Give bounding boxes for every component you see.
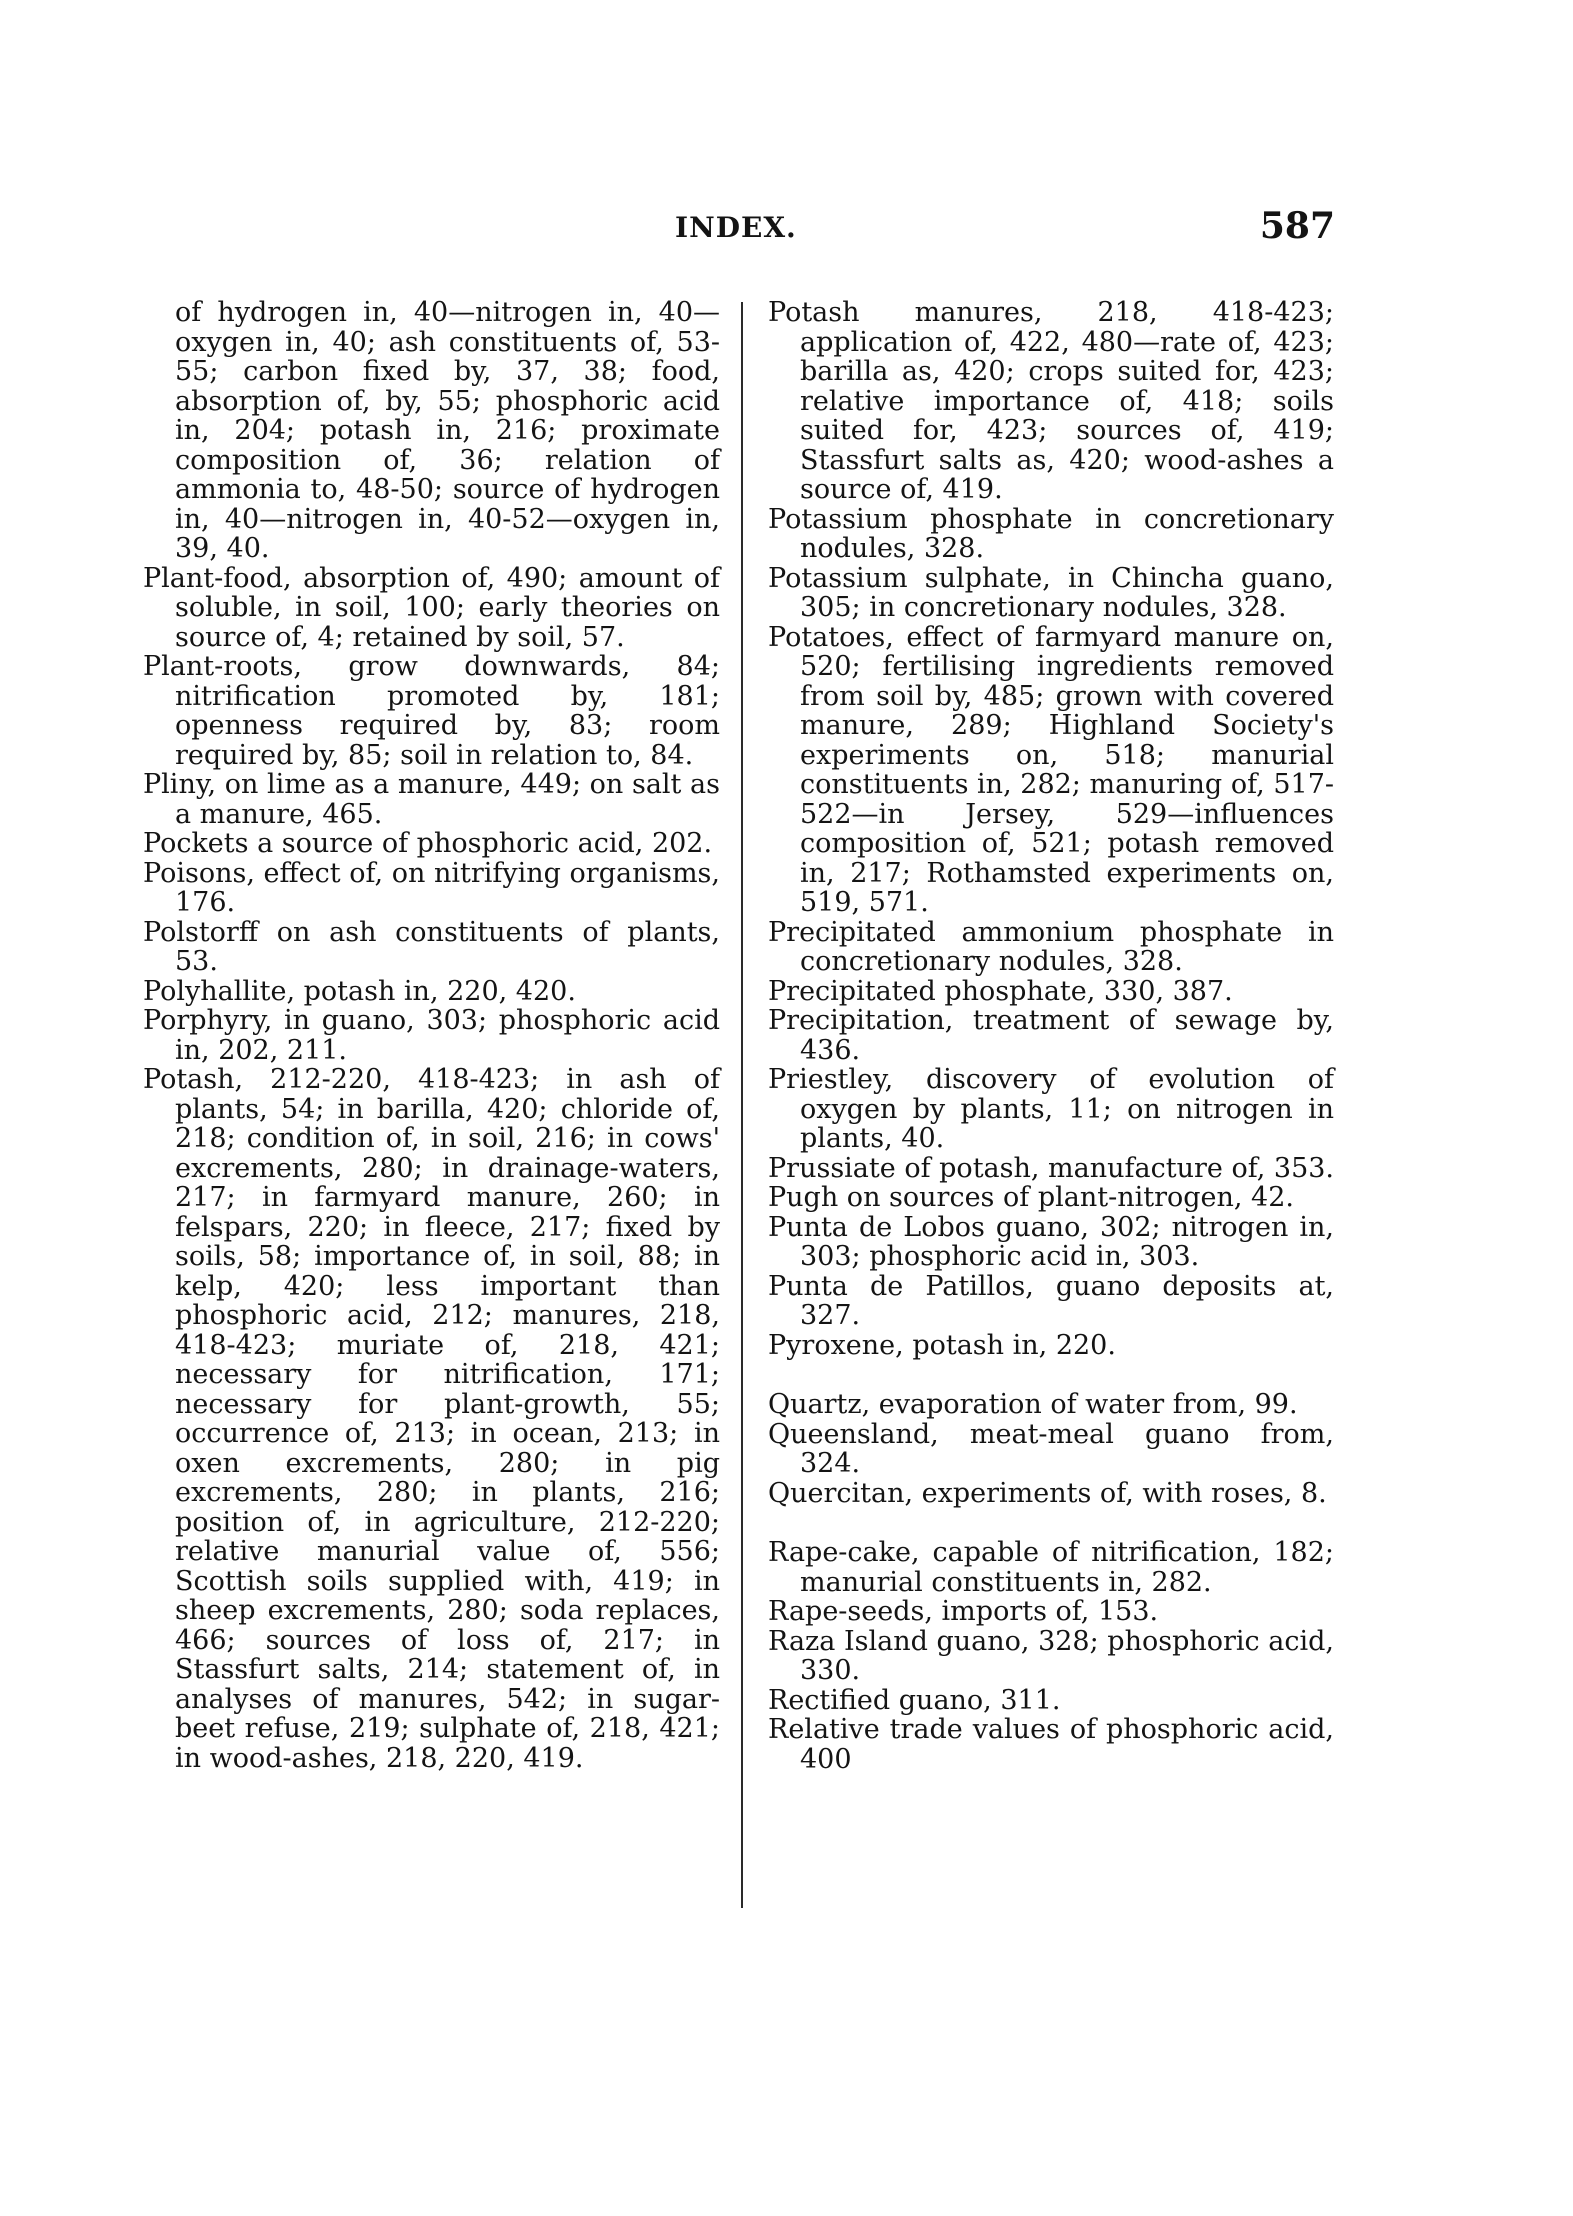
index-entry: Raza Island guano, 328; phosphoric acid, 330. [768,1625,1334,1686]
index-column-right [768,298,1334,1774]
index-entry: Polyhallite, potash in, 220, 420. [143,975,576,1007]
index-column-left [143,298,720,1773]
index-entry: Plant-food, absorption of, 490; amount of soluble, in soil, 100; early theories on source of, 4; retained by soil, 57. [143,562,720,653]
index-entry: Potatoes, effect of farmyard manure on, 520; fertilising ingredients removed from soil by, 485; grown with covered manure, 289; Highland Society's experiments on, 518; manurial constituents in, 282; manuring of, 517-522—in Jersey, 529—influences composition of, 521; potash removed in, 217; Rothamsted experiments on, 519, 571. [768,621,1334,918]
index-entry: Potash, 212-220, 418-423; in ash of plants, 54; in barilla, 420; chloride of, 218; condition of, in soil, 216; in cows' excrements, 280; in drainage-waters, 217; in farmyard manure, 260; in felspars, 220; in fleece, 217; fixed by soils, 58; importance of, in soil, 88; in kelp, 420; less important than phosphoric acid, 212; manures, 218, 418-423; muriate of, 218, 421; necessary for nitrification, 171; necessary for plant-growth, 55; occurrence of, 213; in ocean, 213; in oxen excrements, 280; in pig excrements, 280; in plants, 216; position of, in agriculture, 212-220; relative manurial value of, 556; Scottish soils supplied with, 419; in sheep excrements, 280; soda replaces, 466; sources of loss of, 217; in Stassfurt salts, 214; statement of, in analyses of manures, 542; in sugar-beet refuse, 219; sulphate of, 218, 421; in wood-ashes, 218, 220, 419. [143,1064,720,1774]
index-entry: Pockets a source of phosphoric acid, 202. [143,828,713,859]
index-entry: Porphyry, in guano, 303; phosphoric acid in, 202, 211. [143,1005,720,1066]
running-title: INDEX. [675,211,797,244]
index-entry: Precipitation, treatment of sewage by, 436. [768,1005,1334,1066]
index-entry: of hydrogen in, 40—nitrogen in, 40—oxygen in, 40; ash constituents of, 53-55; carbon fixed by, 37, 38; food, absorption of, by, 55; phosphoric acid in, 204; potash in, 216; proximate composition of, 36; relation of ammonia to, 48-50; source of hydrogen in, 40—nitrogen in, 40-52—oxygen in, 39, 40. [175,297,720,564]
index-entry: Plant-roots, grow downwards, 84; nitrification promoted by, 181; openness required by, 83; room required by, 85; soil in relation to, 84. [143,651,720,771]
index-entry: Pliny, on lime as a manure, 449; on salt as a manure, 465. [143,769,720,830]
index-entry: Rape-cake, capable of nitrification, 182; manurial constituents in, 282. [768,1537,1334,1598]
index-entry: Potassium phosphate in concretionary nodules, 328. [768,503,1334,564]
index-entry: Priestley, discovery of evolution of oxygen by plants, 11; on nitrogen in plants, 40. [768,1064,1334,1154]
index-entry: Rape-seeds, imports of, 153. [768,1596,1159,1627]
index-entry: Precipitated ammonium phosphate in concretionary nodules, 328. [768,916,1334,977]
index-entry: Prussiate of potash, manufacture of, 353. [768,1152,1335,1184]
page-number: 587 [1259,205,1335,247]
page-header [140,205,1335,261]
index-entry: Punta de Lobos guano, 302; nitrogen in, 303; phosphoric acid in, 303. [768,1211,1334,1272]
column-divider [741,302,743,1908]
index-entry: Precipitated phosphate, 330, 387. [768,975,1233,1007]
index-entry: Punta de Patillos, guano deposits at, 327. [768,1270,1334,1331]
index-entry: Quercitan, experiments of, with roses, 8. [768,1477,1327,1509]
index-entry: Quartz, evaporation of water from, 99. [768,1389,1298,1420]
index-entry: Pugh on sources of plant-nitrogen, 42. [768,1182,1294,1213]
index-entry: Potassium sulphate, in Chincha guano, 305; in concretionary nodules, 328. [768,562,1334,623]
index-entry: Polstorff on ash constituents of plants, 53. [143,916,720,977]
index-entry: Rectified guano, 311. [768,1684,1061,1716]
index-entry: Poisons, effect of, on nitrifying organisms, 176. [143,857,720,918]
index-entry: Potash manures, 218, 418-423; application of, 422, 480—rate of, 423; barilla as, 420; crops suited for, 423; relative importance of, 418; soils suited for, 423; sources of, 419; Stassfurt salts as, 420; wood-ashes a source of, 419. [768,297,1334,505]
index-entry: Queensland, meat-meal guano from, 324. [768,1418,1334,1479]
index-entry: Pyroxene, potash in, 220. [768,1329,1116,1361]
index-entry: Relative trade values of phosphoric acid, 400 [768,1714,1334,1775]
